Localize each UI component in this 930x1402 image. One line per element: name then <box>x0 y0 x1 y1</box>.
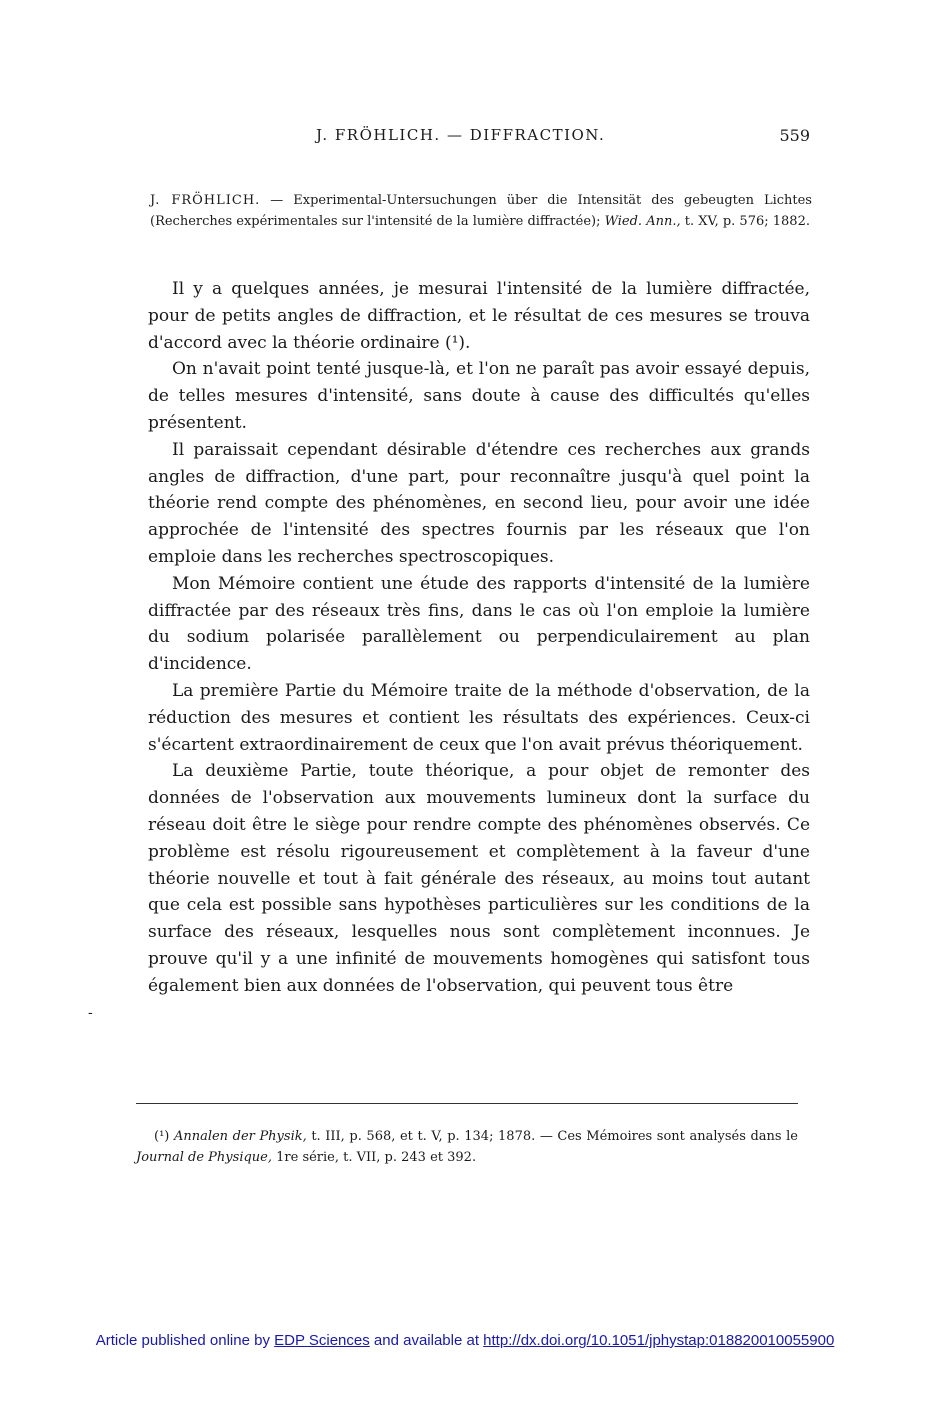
bibliographic-reference <box>150 190 812 232</box>
footnote-journal-1: Annalen der Physik, <box>173 1129 307 1144</box>
paragraph: Mon Mémoire contient une étude des rapports d'intensité de la lumière diffractée par des réseaux très fins, dans le cas où l'on emploie la lumière du sodium polarisée parallèlement ou perpendiculairement au plan d'incidence. <box>148 573 810 675</box>
article-body <box>148 276 810 1000</box>
publisher-link[interactable]: EDP Sciences <box>274 1332 370 1349</box>
publication-footer <box>0 1332 930 1349</box>
reference-details: t. XV, p. 576; 1882. <box>680 214 810 229</box>
reference-author: J. FRÖHLICH. <box>150 193 261 208</box>
footer-middle: and available at <box>369 1332 484 1349</box>
page-number: 559 <box>779 126 810 145</box>
footnote-text-1: t. III, p. 568, et t. V, p. 134; 1878. — Ces Mémoires sont analysés dans le <box>306 1129 798 1144</box>
reference-title: — Experimental-Untersuchungen über die Intensität des gebeugten Lichtes (Recherches expérimentales sur l'intensité de la lumière diffractée); <box>150 193 812 229</box>
paragraph: La première Partie du Mémoire traite de la méthode d'observation, de la réduction des mesures et contient les résultats des expériences. Ceux-ci s'écartent extraordinairement de ceux que l'on avait prévus théoriquement. <box>148 680 810 755</box>
paragraph: Il y a quelques années, je mesurai l'intensité de la lumière diffractée, pour de petits angles de diffraction, et le résultat de ces mesures se trouva d'accord avec la théorie ordinaire (¹). <box>148 279 810 353</box>
margin-mark: - <box>88 1005 93 1021</box>
paragraph: La deuxième Partie, toute théorique, a pour objet de remonter des données de l'observation aux mouvements lumineux dont la surface du réseau doit être le siège pour rendre compte des phénomènes observés. Ce problème est résolu rigoureusement et complètement à la faveur d'une théorie nouvelle et tout à fait générale des réseaux, au moins tout autant que cela est possible sans hypothèses particulières sur les conditions de la surface des réseaux, lesquelles nous sont complètement inconnues. Je prouve qu'il y a une infinité de mouvements homogènes qui satisfont tous également bien aux données de l'observation, qui peuvent tous être <box>148 761 810 996</box>
running-head: J. FRÖHLICH. — DIFFRACTION. <box>316 126 606 144</box>
doi-link[interactable]: http://dx.doi.org/10.1051/jphystap:018820010055900 <box>483 1332 835 1349</box>
footnote <box>136 1126 798 1168</box>
paragraph: On n'avait point tenté jusque-là, et l'on ne paraît pas avoir essayé depuis, de telles mesures d'intensité, sans doute à cause des difficultés qu'elles présentent. <box>148 359 810 433</box>
footnote-text-2: 1re série, t. VII, p. 243 et 392. <box>272 1150 477 1165</box>
footer-prefix: Article published online by <box>95 1332 275 1349</box>
footnote-journal-2: Journal de Physique, <box>136 1150 272 1165</box>
reference-journal: Wied. Ann., <box>604 214 681 229</box>
footnote-divider <box>136 1103 798 1104</box>
paragraph: Il paraissait cependant désirable d'étendre ces recherches aux grands angles de diffraction, d'une part, pour reconnaître jusqu'à quel point la théorie rend compte des phénomènes, en second lieu, pour avoir une idée approchée de l'intensité des spectres fournis par les réseaux que l'on emploie dans les recherches spectroscopiques. <box>148 439 810 567</box>
footnote-marker: (¹) <box>154 1129 174 1144</box>
